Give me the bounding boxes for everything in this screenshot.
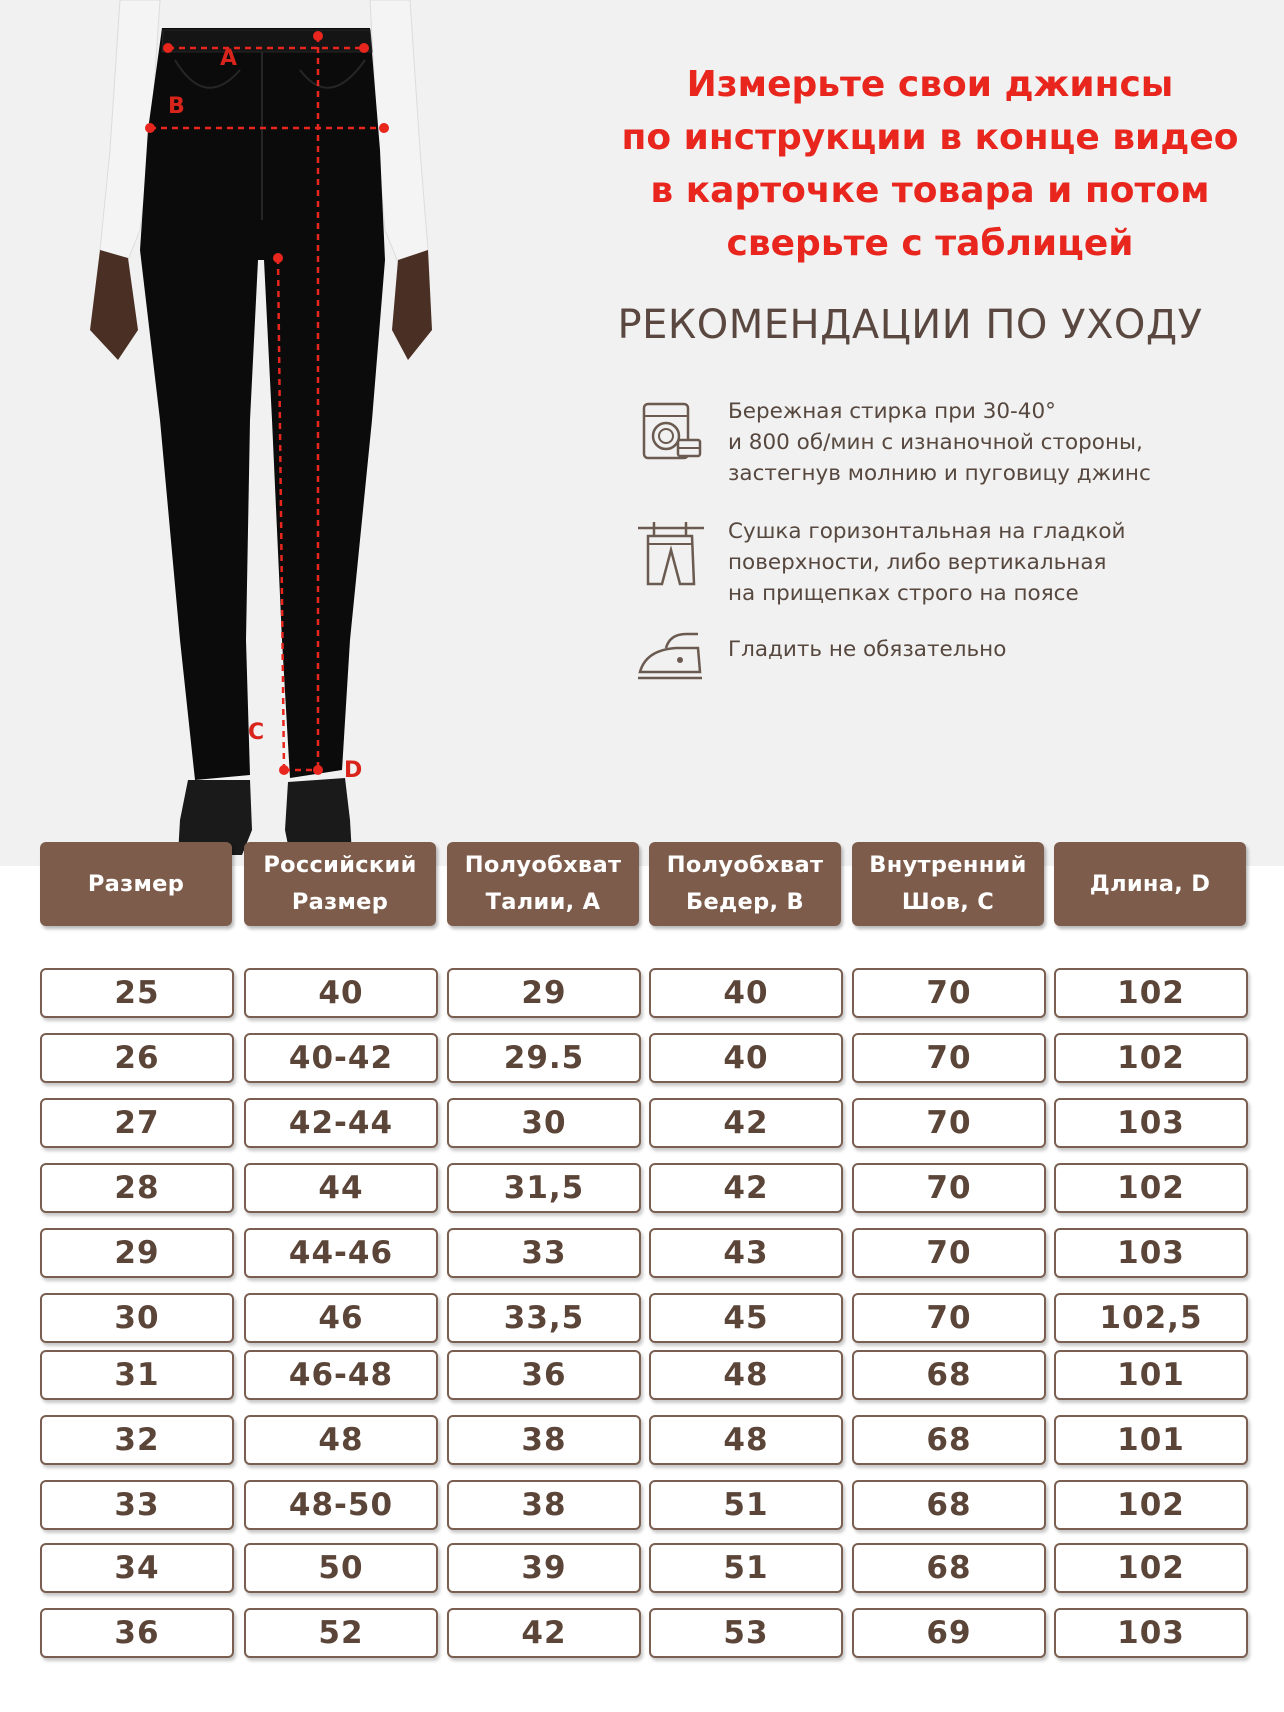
label-b: B [168, 94, 185, 119]
table-cell: 40 [244, 968, 438, 1018]
iron-icon [636, 622, 706, 692]
table-cell: 42 [447, 1608, 641, 1658]
table-cell: 102 [1054, 1543, 1248, 1593]
instruction-line: сверьте с таблицей [726, 223, 1134, 264]
jeans-illustration [0, 0, 480, 866]
instruction-line: в карточке товара и потом [650, 170, 1210, 211]
table-cell: 70 [852, 968, 1046, 1018]
care-line: на прищепках строго на поясе [728, 581, 1079, 606]
table-cell: 102 [1054, 1163, 1248, 1213]
table-cell: 51 [649, 1543, 843, 1593]
table-cell: 29 [40, 1228, 234, 1278]
table-cell: 70 [852, 1098, 1046, 1148]
table-cell: 102 [1054, 1033, 1248, 1083]
table-cell: 42 [649, 1098, 843, 1148]
table-cell: 38 [447, 1480, 641, 1530]
drying-jeans-icon [636, 516, 706, 586]
care-text-ironing [728, 634, 1258, 665]
table-cell: 33,5 [447, 1293, 641, 1343]
table-cell: 102 [1054, 968, 1248, 1018]
washing-machine-icon [636, 396, 706, 466]
table-cell: 29 [447, 968, 641, 1018]
table-cell: 31,5 [447, 1163, 641, 1213]
label-c: C [248, 720, 265, 745]
care-line: Бережная стирка при 30-40° [728, 399, 1056, 424]
table-cell: 43 [649, 1228, 843, 1278]
table-cell: 36 [447, 1350, 641, 1400]
care-text-washing [728, 396, 1258, 489]
table-cell: 70 [852, 1163, 1046, 1213]
table-cell: 50 [244, 1543, 438, 1593]
instruction-line: по инструкции в конце видео [621, 117, 1239, 158]
table-cell: 42 [649, 1163, 843, 1213]
table-cell: 39 [447, 1543, 641, 1593]
table-cell: 46-48 [244, 1350, 438, 1400]
table-cell: 68 [852, 1543, 1046, 1593]
table-cell: 103 [1054, 1228, 1248, 1278]
care-line: поверхности, либо вертикальная [728, 550, 1107, 575]
header-hips: Полуобхват Бедер, B [649, 842, 841, 926]
label-a: A [220, 46, 238, 71]
care-line: Гладить не обязательно [728, 637, 1007, 662]
table-cell: 42-44 [244, 1098, 438, 1148]
instruction-line: Измерьте свои джинсы [686, 64, 1174, 105]
table-cell: 40 [649, 1033, 843, 1083]
table-cell: 32 [40, 1415, 234, 1465]
table-cell: 26 [40, 1033, 234, 1083]
care-line: и 800 об/мин с изнаночной стороны, [728, 430, 1143, 455]
header-length: Длина, D [1054, 842, 1246, 926]
table-cell: 44-46 [244, 1228, 438, 1278]
table-cell: 33 [40, 1480, 234, 1530]
table-cell: 103 [1054, 1098, 1248, 1148]
table-cell: 48 [649, 1415, 843, 1465]
care-title: РЕКОМЕНДАЦИИ ПО УХОДУ [617, 302, 1203, 348]
table-cell: 40-42 [244, 1033, 438, 1083]
table-cell: 48 [244, 1415, 438, 1465]
table-cell: 51 [649, 1480, 843, 1530]
care-line: Сушка горизонтальная на гладкой [728, 519, 1126, 544]
table-cell: 70 [852, 1293, 1046, 1343]
table-cell: 102 [1054, 1480, 1248, 1530]
table-cell: 46 [244, 1293, 438, 1343]
table-cell: 102,5 [1054, 1293, 1248, 1343]
table-cell: 34 [40, 1543, 234, 1593]
care-text-drying [728, 516, 1258, 609]
table-cell: 68 [852, 1480, 1046, 1530]
table-cell: 45 [649, 1293, 843, 1343]
table-cell: 69 [852, 1608, 1046, 1658]
table-cell: 44 [244, 1163, 438, 1213]
header-inseam: Внутренний Шов, C [852, 842, 1044, 926]
table-cell: 31 [40, 1350, 234, 1400]
header-russian-size: Российский Размер [244, 842, 436, 926]
table-cell: 52 [244, 1608, 438, 1658]
label-d: D [344, 758, 363, 783]
table-cell: 70 [852, 1033, 1046, 1083]
table-cell: 27 [40, 1098, 234, 1148]
table-cell: 40 [649, 968, 843, 1018]
table-cell: 38 [447, 1415, 641, 1465]
table-cell: 68 [852, 1415, 1046, 1465]
care-line: застегнув молнию и пуговицу джинс [728, 461, 1151, 486]
table-cell: 29.5 [447, 1033, 641, 1083]
table-cell: 70 [852, 1228, 1046, 1278]
table-cell: 30 [447, 1098, 641, 1148]
table-cell: 33 [447, 1228, 641, 1278]
table-cell: 28 [40, 1163, 234, 1213]
table-cell: 103 [1054, 1608, 1248, 1658]
table-cell: 53 [649, 1608, 843, 1658]
table-cell: 30 [40, 1293, 234, 1343]
header-size: Размер [40, 842, 232, 926]
header-waist: Полуобхват Талии, A [447, 842, 639, 926]
table-cell: 48-50 [244, 1480, 438, 1530]
table-cell: 68 [852, 1350, 1046, 1400]
table-cell: 36 [40, 1608, 234, 1658]
table-cell: 25 [40, 968, 234, 1018]
table-cell: 48 [649, 1350, 843, 1400]
table-cell: 101 [1054, 1350, 1248, 1400]
jeans-measurement-figure [0, 0, 480, 866]
table-cell: 101 [1054, 1415, 1248, 1465]
measure-instruction-heading [600, 58, 1260, 270]
